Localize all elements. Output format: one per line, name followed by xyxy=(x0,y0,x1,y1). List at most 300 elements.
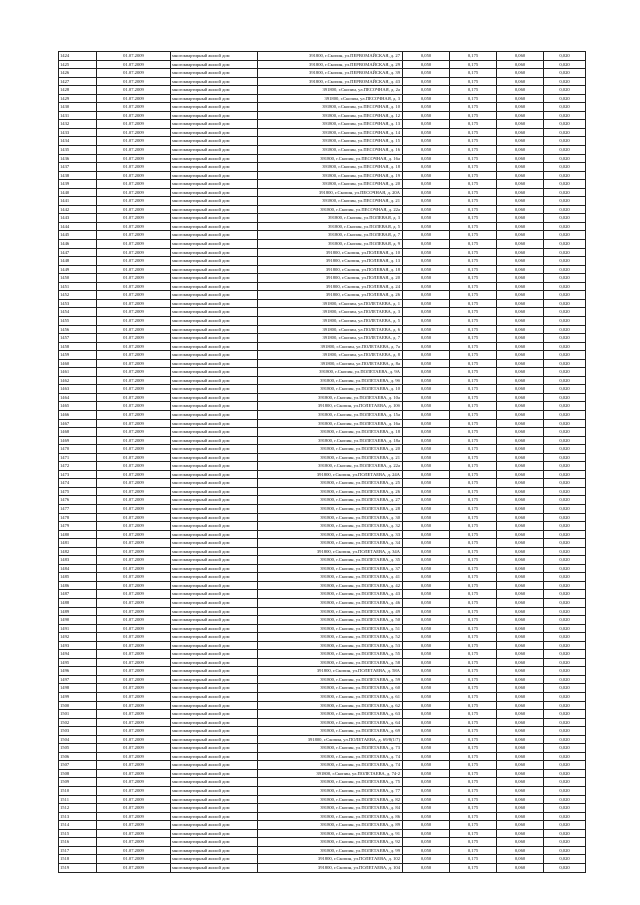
table-row xyxy=(59,564,586,573)
address-cell: 391800, г.Скопин, ул.ПОЛЕТАЕВА, д. 1 xyxy=(258,299,403,308)
value-cell: 0,060 xyxy=(497,445,544,454)
row-number-cell: 1516 xyxy=(59,838,97,847)
table-row xyxy=(59,701,586,710)
table-row xyxy=(59,462,586,471)
building-type-cell: многоквартирный жилой дом xyxy=(171,60,258,69)
row-number-cell: 1458 xyxy=(59,342,97,351)
value-cell: 0,175 xyxy=(450,684,497,693)
value-cell: 0,060 xyxy=(497,462,544,471)
date-cell: 01.07.2009 xyxy=(97,769,171,778)
value-cell: 0,050 xyxy=(403,69,450,78)
date-cell: 01.07.2009 xyxy=(97,240,171,249)
value-cell: 0,060 xyxy=(497,154,544,163)
table-row xyxy=(59,633,586,642)
address-cell: 391800, г.Скопин, ул.ПОЛЕТАЕВА, д. 10б xyxy=(258,402,403,411)
date-cell: 01.07.2009 xyxy=(97,735,171,744)
building-type-cell: многоквартирный жилой дом xyxy=(171,513,258,522)
value-cell: 0,020 xyxy=(544,701,586,710)
value-cell: 0,020 xyxy=(544,752,586,761)
row-number-cell: 1497 xyxy=(59,675,97,684)
row-number-cell: 1468 xyxy=(59,428,97,437)
address-cell: 391800, г.Скопин, ул.ПЕСОЧНАЯ, д. 16а xyxy=(258,154,403,163)
value-cell: 0,050 xyxy=(403,633,450,642)
value-cell: 0,175 xyxy=(450,154,497,163)
value-cell: 0,060 xyxy=(497,573,544,582)
row-number-cell: 1502 xyxy=(59,718,97,727)
building-type-cell: многоквартирный жилой дом xyxy=(171,453,258,462)
value-cell: 0,060 xyxy=(497,675,544,684)
value-cell: 0,050 xyxy=(403,402,450,411)
building-type-cell: многоквартирный жилой дом xyxy=(171,188,258,197)
date-cell: 01.07.2009 xyxy=(97,205,171,214)
address-cell: 391800, г.Скопин, ул.ПОЛЕТАЕВА, д. 16а xyxy=(258,419,403,428)
value-cell: 0,020 xyxy=(544,487,586,496)
building-type-cell: многоквартирный жилой дом xyxy=(171,718,258,727)
table-row xyxy=(59,103,586,112)
table-row xyxy=(59,778,586,787)
value-cell: 0,060 xyxy=(497,376,544,385)
value-cell: 0,175 xyxy=(450,564,497,573)
value-cell: 0,060 xyxy=(497,564,544,573)
building-type-cell: многоквартирный жилой дом xyxy=(171,77,258,86)
value-cell: 0,060 xyxy=(497,248,544,257)
value-cell: 0,050 xyxy=(403,52,450,61)
table-row xyxy=(59,658,586,667)
date-cell: 01.07.2009 xyxy=(97,86,171,95)
row-number-cell: 1477 xyxy=(59,504,97,513)
address-cell: 391800, г.Скопин, ул.ПОЛЕТАЕВА, д. 58А xyxy=(258,667,403,676)
table-row xyxy=(59,231,586,240)
value-cell: 0,175 xyxy=(450,257,497,266)
date-cell: 01.07.2009 xyxy=(97,393,171,402)
address-cell: 391800, г.Скопин, ул.ПОЛЕВАЯ, д. 26 xyxy=(258,291,403,300)
building-type-cell: многоквартирный жилой дом xyxy=(171,291,258,300)
address-cell: 391800, г.Скопин, ул.ПОЛЕТАЕВА, д. 50 xyxy=(258,616,403,625)
value-cell: 0,060 xyxy=(497,863,544,872)
value-cell: 0,050 xyxy=(403,111,450,120)
address-cell: 391800, г.Скопин, ул.ПОЛЕВАЯ, д. 3 xyxy=(258,214,403,223)
date-cell: 01.07.2009 xyxy=(97,248,171,257)
table-row xyxy=(59,291,586,300)
value-cell: 0,175 xyxy=(450,205,497,214)
value-cell: 0,060 xyxy=(497,368,544,377)
date-cell: 01.07.2009 xyxy=(97,163,171,172)
value-cell: 0,175 xyxy=(450,342,497,351)
date-cell: 01.07.2009 xyxy=(97,171,171,180)
value-cell: 0,020 xyxy=(544,154,586,163)
table-row xyxy=(59,248,586,257)
row-number-cell: 1460 xyxy=(59,359,97,368)
value-cell: 0,060 xyxy=(497,693,544,702)
value-cell: 0,050 xyxy=(403,658,450,667)
value-cell: 0,175 xyxy=(450,530,497,539)
building-type-cell: многоквартирный жилой дом xyxy=(171,325,258,334)
value-cell: 0,060 xyxy=(497,727,544,736)
value-cell: 0,050 xyxy=(403,325,450,334)
table-row xyxy=(59,735,586,744)
table-row xyxy=(59,650,586,659)
value-cell: 0,175 xyxy=(450,675,497,684)
value-cell: 0,050 xyxy=(403,60,450,69)
value-cell: 0,060 xyxy=(497,761,544,770)
value-cell: 0,050 xyxy=(403,539,450,548)
value-cell: 0,175 xyxy=(450,812,497,821)
date-cell: 01.07.2009 xyxy=(97,693,171,702)
date-cell: 01.07.2009 xyxy=(97,146,171,155)
value-cell: 0,175 xyxy=(450,855,497,864)
address-cell: 391800, г.Скопин, ул.ПОЛЕТАЕВА, д. 26 xyxy=(258,487,403,496)
address-cell: 391800, г.Скопин, ул.ПОЛЕВАЯ, д. 20 xyxy=(258,274,403,283)
building-type-cell: многоквартирный жилой дом xyxy=(171,650,258,659)
table-row xyxy=(59,308,586,317)
value-cell: 0,020 xyxy=(544,291,586,300)
table-row xyxy=(59,265,586,274)
table-row xyxy=(59,428,586,437)
address-cell: 391800, г.Скопин, ул.ПЕРВОМАЙСКАЯ, д. 27 xyxy=(258,52,403,61)
building-type-cell: многоквартирный жилой дом xyxy=(171,205,258,214)
value-cell: 0,175 xyxy=(450,393,497,402)
address-cell: 391800, г.Скопин, ул.ПОЛЕТАЕВА, д. 25 xyxy=(258,479,403,488)
address-cell: 391800, г.Скопин, ул.ПОЛЕТАЕВА, д. 7 xyxy=(258,334,403,343)
date-cell: 01.07.2009 xyxy=(97,462,171,471)
value-cell: 0,020 xyxy=(544,581,586,590)
date-cell: 01.07.2009 xyxy=(97,111,171,120)
value-cell: 0,050 xyxy=(403,163,450,172)
building-type-cell: многоквартирный жилой дом xyxy=(171,590,258,599)
value-cell: 0,175 xyxy=(450,650,497,659)
value-cell: 0,050 xyxy=(403,838,450,847)
value-cell: 0,175 xyxy=(450,128,497,137)
building-type-cell: многоквартирный жилой дом xyxy=(171,658,258,667)
table-row xyxy=(59,316,586,325)
value-cell: 0,175 xyxy=(450,299,497,308)
value-cell: 0,020 xyxy=(544,248,586,257)
row-number-cell: 1491 xyxy=(59,624,97,633)
table-row xyxy=(59,547,586,556)
row-number-cell: 1485 xyxy=(59,573,97,582)
value-cell: 0,020 xyxy=(544,171,586,180)
value-cell: 0,050 xyxy=(403,735,450,744)
address-cell: 391800, г.Скопин, ул.ПОЛЕТАЕВА, д. 69/8(1/7) xyxy=(258,735,403,744)
address-cell: 391800, г.Скопин, ул.ПОЛЕТАЕВА, д. 63 xyxy=(258,710,403,719)
value-cell: 0,060 xyxy=(497,52,544,61)
value-cell: 0,060 xyxy=(497,701,544,710)
row-number-cell: 1455 xyxy=(59,316,97,325)
date-cell: 01.07.2009 xyxy=(97,795,171,804)
value-cell: 0,060 xyxy=(497,111,544,120)
row-number-cell: 1515 xyxy=(59,829,97,838)
date-cell: 01.07.2009 xyxy=(97,804,171,813)
value-cell: 0,060 xyxy=(497,393,544,402)
value-cell: 0,050 xyxy=(403,599,450,608)
value-cell: 0,050 xyxy=(403,351,450,360)
row-number-cell: 1475 xyxy=(59,487,97,496)
value-cell: 0,020 xyxy=(544,94,586,103)
value-cell: 0,050 xyxy=(403,718,450,727)
row-number-cell: 1484 xyxy=(59,564,97,573)
table-row xyxy=(59,829,586,838)
address-cell: 391800, г.Скопин, ул.ПОЛЕТАЕВА, д. 55 xyxy=(258,650,403,659)
date-cell: 01.07.2009 xyxy=(97,69,171,78)
row-number-cell: 1434 xyxy=(59,137,97,146)
table-row xyxy=(59,693,586,702)
value-cell: 0,060 xyxy=(497,419,544,428)
address-cell: 391800, г.Скопин, ул.ПОЛЕТАЕВА, д. 75 xyxy=(258,778,403,787)
value-cell: 0,175 xyxy=(450,453,497,462)
table-row xyxy=(59,804,586,813)
value-cell: 0,175 xyxy=(450,787,497,796)
value-cell: 0,175 xyxy=(450,701,497,710)
building-type-cell: многоквартирный жилой дом xyxy=(171,701,258,710)
address-cell: 391800, г.Скопин, ул.ПОЛЕТАЕВА, д. 28 xyxy=(258,504,403,513)
value-cell: 0,175 xyxy=(450,385,497,394)
value-cell: 0,020 xyxy=(544,556,586,565)
value-cell: 0,050 xyxy=(403,607,450,616)
date-cell: 01.07.2009 xyxy=(97,556,171,565)
value-cell: 0,175 xyxy=(450,325,497,334)
value-cell: 0,020 xyxy=(544,513,586,522)
date-cell: 01.07.2009 xyxy=(97,257,171,266)
address-cell: 391800, г.Скопин, ул.ПЕСОЧНАЯ, д. 19 xyxy=(258,171,403,180)
value-cell: 0,060 xyxy=(497,855,544,864)
date-cell: 01.07.2009 xyxy=(97,812,171,821)
value-cell: 0,020 xyxy=(544,616,586,625)
row-number-cell: 1449 xyxy=(59,265,97,274)
value-cell: 0,020 xyxy=(544,641,586,650)
value-cell: 0,020 xyxy=(544,214,586,223)
row-number-cell: 1424 xyxy=(59,52,97,61)
value-cell: 0,060 xyxy=(497,496,544,505)
date-cell: 01.07.2009 xyxy=(97,752,171,761)
value-cell: 0,050 xyxy=(403,624,450,633)
address-cell: 391800, г.Скопин, ул.ПОЛЕТАЕВА, д. 30 xyxy=(258,513,403,522)
table-row xyxy=(59,573,586,582)
address-cell: 391800, г.Скопин, ул.ПОЛЕТАЕВА, д. 3 xyxy=(258,308,403,317)
row-number-cell: 1472 xyxy=(59,462,97,471)
row-number-cell: 1441 xyxy=(59,197,97,206)
value-cell: 0,020 xyxy=(544,257,586,266)
value-cell: 0,175 xyxy=(450,436,497,445)
date-cell: 01.07.2009 xyxy=(97,564,171,573)
table-row xyxy=(59,222,586,231)
row-number-cell: 1438 xyxy=(59,171,97,180)
value-cell: 0,020 xyxy=(544,359,586,368)
address-cell: 391800, г.Скопин, ул.ПОЛЕТАЕВА, д. 92 xyxy=(258,838,403,847)
building-type-cell: многоквартирный жилой дом xyxy=(171,795,258,804)
date-cell: 01.07.2009 xyxy=(97,282,171,291)
value-cell: 0,175 xyxy=(450,667,497,676)
address-cell: 391800, г.Скопин, ул.ПОЛЕТАЕВА, д. 53 xyxy=(258,641,403,650)
value-cell: 0,175 xyxy=(450,616,497,625)
value-cell: 0,175 xyxy=(450,804,497,813)
value-cell: 0,020 xyxy=(544,436,586,445)
table-row xyxy=(59,769,586,778)
address-cell: 391800, г.Скопин, ул.ПОЛЕТАЕВА, д. 74 xyxy=(258,752,403,761)
building-type-cell: многоквартирный жилой дом xyxy=(171,376,258,385)
date-cell: 01.07.2009 xyxy=(97,470,171,479)
value-cell: 0,020 xyxy=(544,812,586,821)
address-cell: 391800, г.Скопин, ул.ПОЛЕТАЕВА, д. 18а xyxy=(258,436,403,445)
table-row xyxy=(59,667,586,676)
table-row xyxy=(59,761,586,770)
row-number-cell: 1476 xyxy=(59,496,97,505)
building-type-cell: многоквартирный жилой дом xyxy=(171,94,258,103)
date-cell: 01.07.2009 xyxy=(97,402,171,411)
value-cell: 0,060 xyxy=(497,590,544,599)
value-cell: 0,060 xyxy=(497,402,544,411)
row-number-cell: 1433 xyxy=(59,128,97,137)
value-cell: 0,175 xyxy=(450,120,497,129)
row-number-cell: 1464 xyxy=(59,393,97,402)
building-type-cell: многоквартирный жилой дом xyxy=(171,410,258,419)
table-row xyxy=(59,436,586,445)
date-cell: 01.07.2009 xyxy=(97,128,171,137)
row-number-cell: 1450 xyxy=(59,274,97,283)
date-cell: 01.07.2009 xyxy=(97,821,171,830)
value-cell: 0,060 xyxy=(497,616,544,625)
value-cell: 0,175 xyxy=(450,547,497,556)
date-cell: 01.07.2009 xyxy=(97,684,171,693)
building-type-cell: многоквартирный жилой дом xyxy=(171,240,258,249)
value-cell: 0,175 xyxy=(450,744,497,753)
value-cell: 0,175 xyxy=(450,470,497,479)
building-type-cell: многоквартирный жилой дом xyxy=(171,487,258,496)
value-cell: 0,060 xyxy=(497,410,544,419)
address-cell: 391800, г.Скопин, ул.ПОЛЕТАЕВА, д. 24А xyxy=(258,470,403,479)
table-row xyxy=(59,86,586,95)
row-number-cell: 1498 xyxy=(59,684,97,693)
value-cell: 0,050 xyxy=(403,410,450,419)
date-cell: 01.07.2009 xyxy=(97,855,171,864)
table-row xyxy=(59,846,586,855)
value-cell: 0,020 xyxy=(544,829,586,838)
table-row xyxy=(59,214,586,223)
value-cell: 0,020 xyxy=(544,863,586,872)
building-type-cell: многоквартирный жилой дом xyxy=(171,675,258,684)
value-cell: 0,175 xyxy=(450,769,497,778)
address-cell: 391800, г.Скопин, ул.ПЕСОЧНАЯ, д. 16 xyxy=(258,146,403,155)
value-cell: 0,020 xyxy=(544,274,586,283)
table-row xyxy=(59,718,586,727)
value-cell: 0,050 xyxy=(403,214,450,223)
address-cell: 391800, г.Скопин, ул.ПОЛЕТАЕВА, д. 89 xyxy=(258,821,403,830)
value-cell: 0,175 xyxy=(450,214,497,223)
value-cell: 0,060 xyxy=(497,257,544,266)
value-cell: 0,050 xyxy=(403,556,450,565)
value-cell: 0,020 xyxy=(544,547,586,556)
row-number-cell: 1511 xyxy=(59,795,97,804)
value-cell: 0,020 xyxy=(544,855,586,864)
date-cell: 01.07.2009 xyxy=(97,376,171,385)
value-cell: 0,060 xyxy=(497,804,544,813)
table-row xyxy=(59,855,586,864)
document-page xyxy=(58,51,586,873)
value-cell: 0,020 xyxy=(544,564,586,573)
building-type-cell: многоквартирный жилой дом xyxy=(171,693,258,702)
row-number-cell: 1479 xyxy=(59,522,97,531)
value-cell: 0,020 xyxy=(544,539,586,548)
value-cell: 0,020 xyxy=(544,222,586,231)
table-row xyxy=(59,77,586,86)
value-cell: 0,175 xyxy=(450,52,497,61)
value-cell: 0,050 xyxy=(403,316,450,325)
date-cell: 01.07.2009 xyxy=(97,701,171,710)
date-cell: 01.07.2009 xyxy=(97,727,171,736)
value-cell: 0,060 xyxy=(497,180,544,189)
address-cell: 391800, г.Скопин, ул.ПЕСОЧНАЯ, д. 13 xyxy=(258,120,403,129)
row-number-cell: 1427 xyxy=(59,77,97,86)
value-cell: 0,175 xyxy=(450,522,497,531)
building-type-cell: многоквартирный жилой дом xyxy=(171,846,258,855)
address-cell: 391800, г.Скопин, ул.ПЕРВОМАЙСКАЯ, д. 39 xyxy=(258,69,403,78)
table-row xyxy=(59,188,586,197)
table-row xyxy=(59,60,586,69)
row-number-cell: 1463 xyxy=(59,385,97,394)
value-cell: 0,050 xyxy=(403,334,450,343)
value-cell: 0,020 xyxy=(544,316,586,325)
value-cell: 0,175 xyxy=(450,265,497,274)
value-cell: 0,175 xyxy=(450,641,497,650)
date-cell: 01.07.2009 xyxy=(97,761,171,770)
date-cell: 01.07.2009 xyxy=(97,428,171,437)
value-cell: 0,060 xyxy=(497,667,544,676)
value-cell: 0,175 xyxy=(450,94,497,103)
building-type-cell: многоквартирный жилой дом xyxy=(171,445,258,454)
building-type-cell: многоквартирный жилой дом xyxy=(171,855,258,864)
value-cell: 0,020 xyxy=(544,504,586,513)
table-row xyxy=(59,154,586,163)
row-number-cell: 1432 xyxy=(59,120,97,129)
value-cell: 0,175 xyxy=(450,188,497,197)
address-cell: 391800, г.Скопин, ул.ПЕСОЧНАЯ, д. 20 xyxy=(258,180,403,189)
value-cell: 0,060 xyxy=(497,214,544,223)
value-cell: 0,050 xyxy=(403,641,450,650)
value-cell: 0,060 xyxy=(497,69,544,78)
value-cell: 0,050 xyxy=(403,727,450,736)
value-cell: 0,050 xyxy=(403,197,450,206)
address-cell: 391800, г.Скопин, ул.ПОЛЕТАЕВА, д. 32 xyxy=(258,522,403,531)
table-row xyxy=(59,522,586,531)
value-cell: 0,020 xyxy=(544,128,586,137)
row-number-cell: 1439 xyxy=(59,180,97,189)
value-cell: 0,060 xyxy=(497,624,544,633)
table-row xyxy=(59,94,586,103)
row-number-cell: 1495 xyxy=(59,658,97,667)
address-cell: 391800, г.Скопин, ул.ПЕСОЧНАЯ, д. 21 xyxy=(258,197,403,206)
building-type-cell: многоквартирный жилой дом xyxy=(171,607,258,616)
value-cell: 0,060 xyxy=(497,846,544,855)
address-cell: 391800, г.Скопин, ул.ПОЛЕВАЯ, д. 5 xyxy=(258,222,403,231)
address-cell: 391800, г.Скопин, ул.ПЕСОЧНАЯ, д. 10 xyxy=(258,103,403,112)
row-number-cell: 1488 xyxy=(59,599,97,608)
value-cell: 0,060 xyxy=(497,633,544,642)
building-type-cell: многоквартирный жилой дом xyxy=(171,633,258,642)
value-cell: 0,020 xyxy=(544,351,586,360)
building-type-cell: многоквартирный жилой дом xyxy=(171,299,258,308)
value-cell: 0,060 xyxy=(497,197,544,206)
building-type-cell: многоквартирный жилой дом xyxy=(171,180,258,189)
table-row xyxy=(59,752,586,761)
date-cell: 01.07.2009 xyxy=(97,838,171,847)
value-cell: 0,050 xyxy=(403,675,450,684)
value-cell: 0,050 xyxy=(403,710,450,719)
value-cell: 0,175 xyxy=(450,231,497,240)
value-cell: 0,175 xyxy=(450,419,497,428)
building-type-cell: многоквартирный жилой дом xyxy=(171,821,258,830)
table-row xyxy=(59,599,586,608)
value-cell: 0,060 xyxy=(497,504,544,513)
value-cell: 0,050 xyxy=(403,795,450,804)
